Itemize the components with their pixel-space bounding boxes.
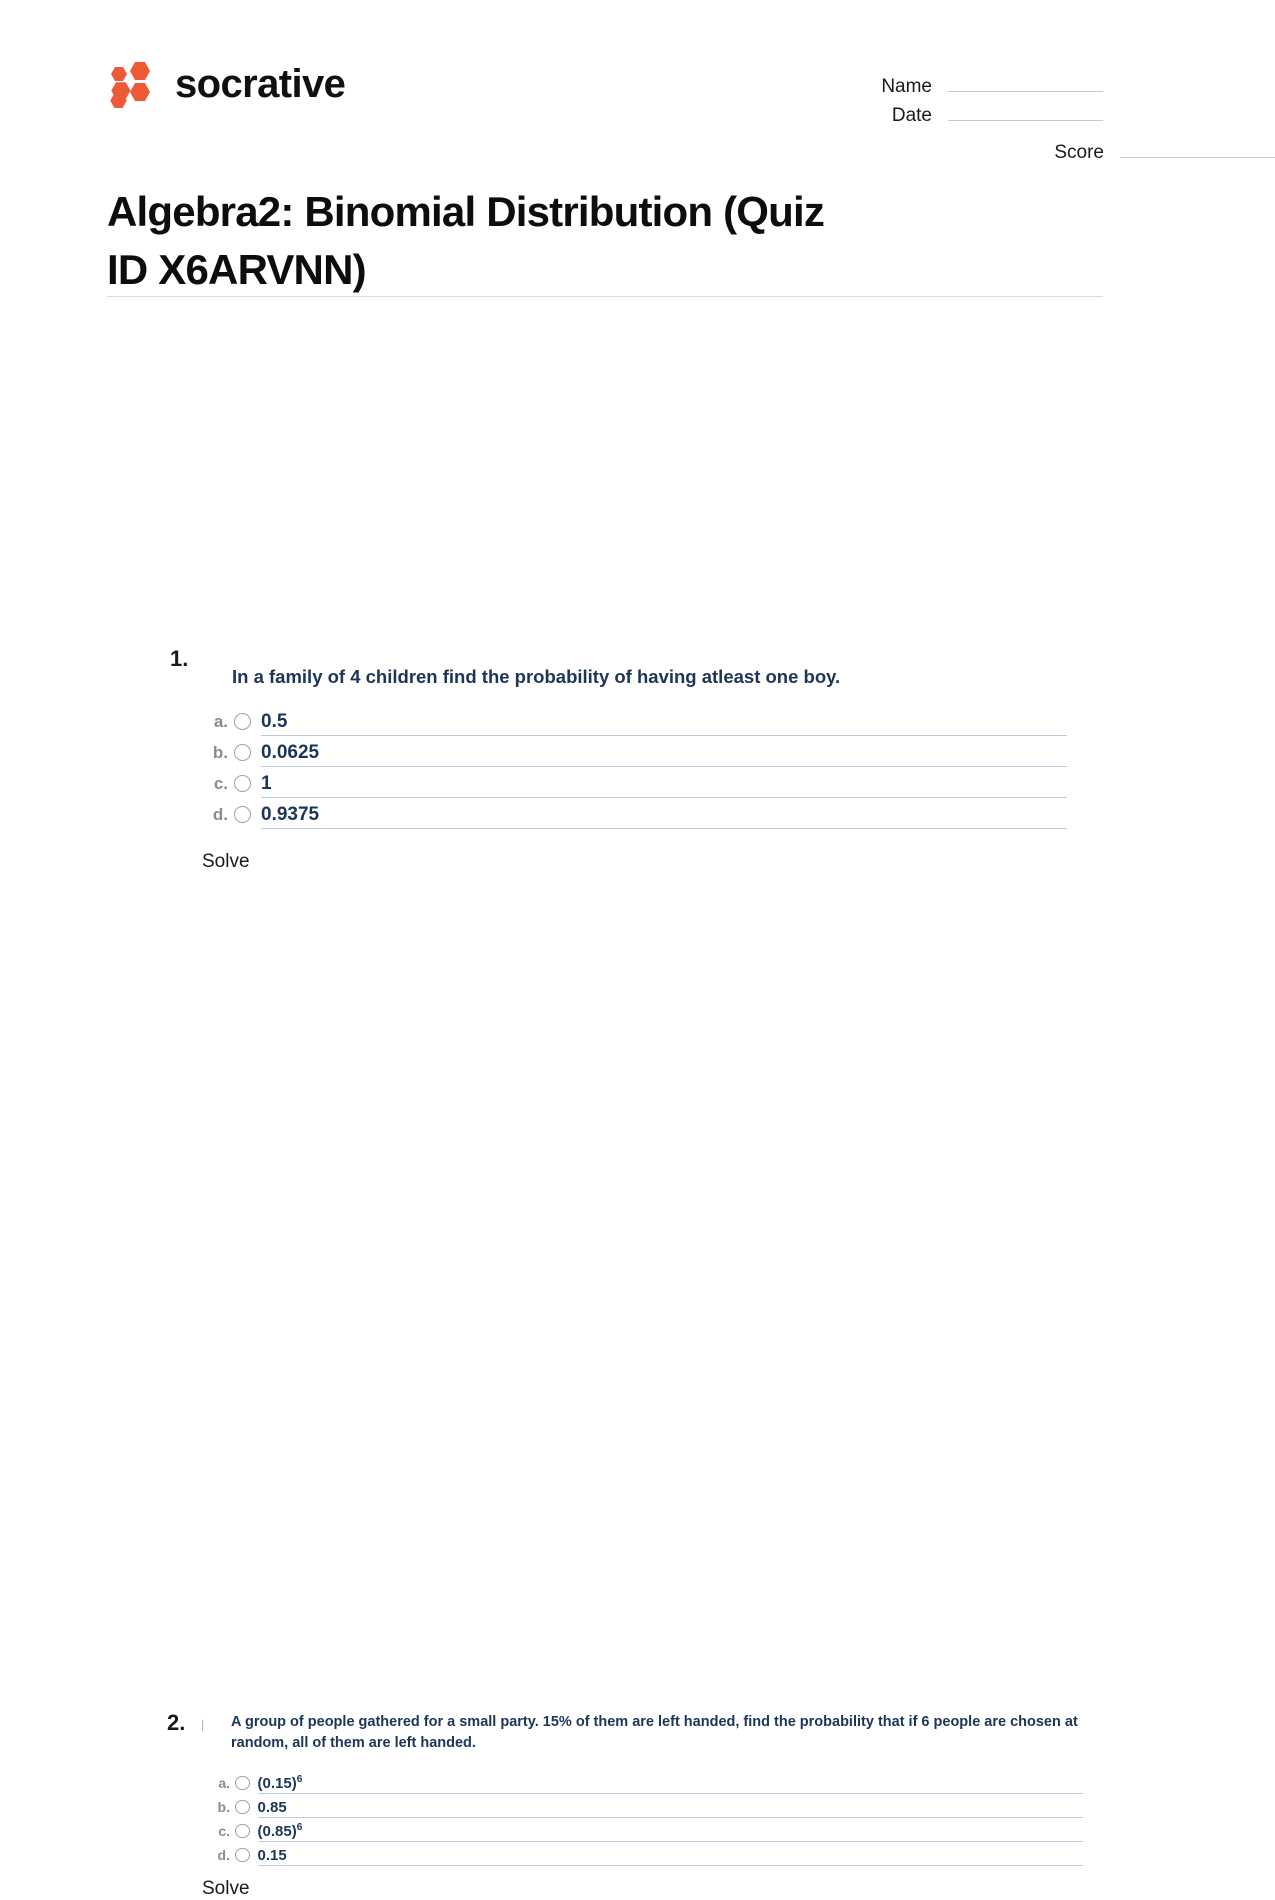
radio-button-icon[interactable] <box>235 1776 250 1791</box>
question-card <box>200 1712 1083 1866</box>
option-letter: a. <box>213 711 228 731</box>
option-letter: d. <box>212 804 228 824</box>
question-prompt: A group of people gathered for a small party. 15% of them are left handed, find the probability that if 6 people are chosen at random, all of them are left handed. <box>231 1714 1078 1752</box>
page-title: Algebra2: Binomial Distribution (Quiz ID X6ARVNN) <box>107 188 825 294</box>
radio-button-icon[interactable] <box>235 1824 250 1839</box>
solve-label: Solve <box>202 851 250 872</box>
socrative-brand <box>107 58 345 112</box>
option-text <box>258 1798 287 1818</box>
radio-button-icon[interactable] <box>234 806 251 823</box>
question-number: 2. <box>167 1710 186 1735</box>
option-exponent: 6 <box>296 1774 303 1786</box>
radio-button-icon[interactable] <box>234 744 251 761</box>
radio-button-icon[interactable] <box>235 1800 250 1815</box>
name-field-row <box>803 71 1103 100</box>
option-underline <box>287 1865 1083 1866</box>
date-field-row <box>803 100 1103 129</box>
score-input-line[interactable] <box>1120 137 1275 158</box>
answer-options <box>200 1770 1083 1866</box>
radio-button-icon[interactable] <box>235 1848 250 1863</box>
date-input-line[interactable] <box>948 100 1103 121</box>
option-text <box>258 1822 303 1842</box>
option-base: 0.15 <box>257 1847 287 1865</box>
option-letter: a. <box>218 1775 230 1792</box>
option-letter: c. <box>218 1823 230 1840</box>
radio-button-icon[interactable] <box>234 713 251 730</box>
option-text: 0.9375 <box>261 804 319 829</box>
question-card <box>212 664 1067 829</box>
date-label: Date <box>891 105 932 126</box>
option-letter: c. <box>213 773 228 793</box>
answer-option-b[interactable] <box>208 1794 1083 1818</box>
answer-option-b[interactable] <box>202 736 1067 767</box>
score-field-row <box>975 137 1275 166</box>
option-base: (0.85) <box>257 1823 297 1841</box>
option-letter: b. <box>212 742 228 762</box>
answer-option-a[interactable] <box>202 705 1067 736</box>
name-input-line[interactable] <box>948 71 1103 92</box>
socrative-logo-icon <box>107 58 161 112</box>
question-bullet-icon: │ <box>200 1720 206 1730</box>
option-letter: b. <box>217 1799 230 1816</box>
socrative-wordmark: socrative <box>175 61 346 106</box>
question-number: 1. <box>170 646 189 671</box>
answer-option-a[interactable] <box>208 1770 1083 1794</box>
score-label: Score <box>1054 142 1104 163</box>
option-base: (0.15) <box>257 1775 297 1793</box>
option-underline <box>319 828 1067 829</box>
option-exponent: 6 <box>296 1822 303 1834</box>
score-field-block <box>975 137 1275 166</box>
student-meta-fields <box>803 71 1103 129</box>
option-base: 0.85 <box>257 1799 287 1817</box>
option-letter: d. <box>217 1847 230 1864</box>
option-text <box>258 1774 303 1794</box>
answer-option-c[interactable] <box>202 767 1067 798</box>
page-header <box>107 58 1103 138</box>
option-text: 0.5 <box>261 711 287 736</box>
radio-button-icon[interactable] <box>234 775 251 792</box>
header-divider <box>107 296 1103 297</box>
answer-options <box>212 705 1067 829</box>
question-prompt: In a family of 4 children find the probability of having atleast one boy. <box>232 666 841 687</box>
answer-option-d[interactable] <box>202 798 1067 829</box>
name-label: Name <box>881 76 932 97</box>
answer-option-c[interactable] <box>208 1818 1083 1842</box>
option-text <box>258 1846 287 1866</box>
option-text: 0.0625 <box>261 742 319 767</box>
answer-option-d[interactable] <box>208 1842 1083 1866</box>
solve-label: Solve <box>202 1878 250 1899</box>
option-text: 1 <box>261 773 272 798</box>
